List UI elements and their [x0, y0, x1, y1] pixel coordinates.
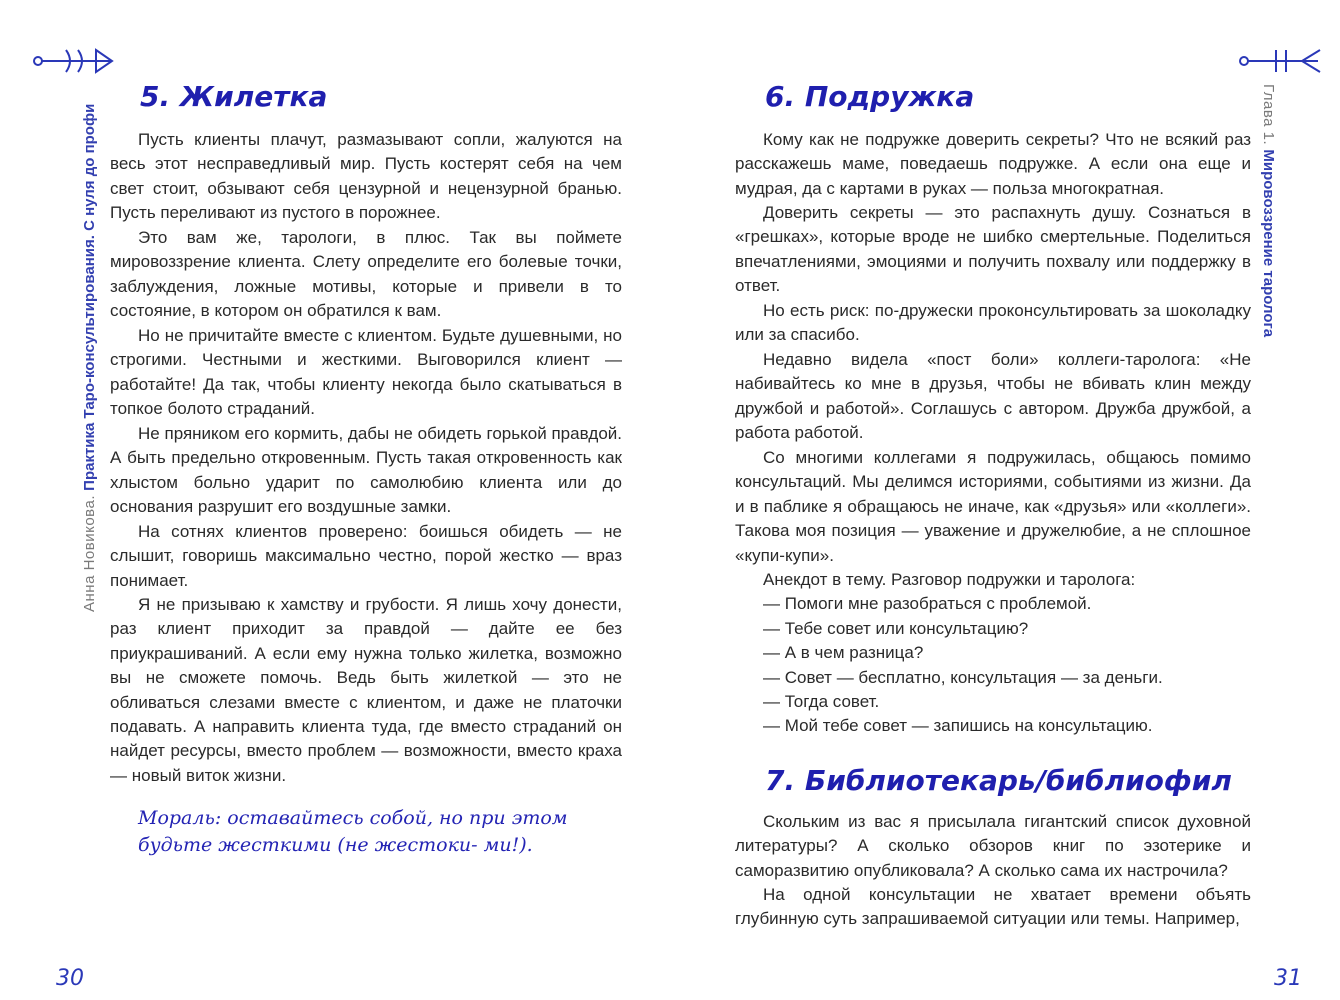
arrow-ornament-icon [32, 48, 118, 74]
dialogue-line: — Помоги мне разобраться с проблемой. [763, 594, 1092, 613]
paragraph: Я не призываю к хамству и грубости. Я лишь хочу донести, раз клиент приходит за правдой — дайте ее без приукрашиваний. А если ему нужна только жилетка, возможно вы не сможете помочь. Ведь быть жилеткой — это не обливаться слезами вместе с клиентом, и даже не платочки подавать. А направить клиента туда, где вместо страданий он найдет ресурсы, вместо проблем — возможности, вместо краха — новый виток жизни. [110, 595, 622, 785]
running-head-book-title: Практика Таро-консультирования. С нуля до профи [81, 103, 98, 491]
dialogue-line: — Совет — бесплатно, консультация — за деньги. [763, 668, 1163, 687]
running-head-left [81, 104, 98, 612]
section-title-7: 7. Библиотекарь/библиофил [765, 764, 1232, 797]
section-title-6: 6. Подружка [765, 80, 975, 113]
paragraph: Пусть клиенты плачут, размазывают сопли, жалуются на весь этот несправедливый мир. Пусть костерят себя на чем свет стоит, обзывают себя цензурной и нецензурной бранью. Пусть переливают из пустого в порожнее. [110, 130, 622, 223]
dialogue-line: — Мой тебе совет — запишись на консультацию. [763, 716, 1153, 735]
paragraph: Это вам же, тарологи, в плюс. Так вы поймете мировоззрение клиента. Слету определите его болевые точки, заблуждения, ложные мотивы, которые и привели в то состояние, в котором он обратился к вам. [110, 228, 622, 321]
arrow-ornament-icon [1238, 48, 1324, 74]
paragraph: Но есть риск: по-дружески проконсультировать за шоколадку или за спасибо. [735, 301, 1251, 345]
paragraph: На сотнях клиентов проверено: боишься обидеть — не слышит, говоришь максимально честно, порой жестко — враз понимает. [110, 522, 622, 590]
page-number-right: 31 [1274, 966, 1302, 991]
running-head-chapter-title: Мировоззрение таролога [1260, 149, 1277, 338]
right-page [670, 0, 1340, 1000]
moral-note: Мораль: оставайтесь собой, но при этом будьте жесткими (не жестоки- ми!). [138, 807, 568, 856]
paragraph: Не пряником его кормить, дабы не обидеть горькой правдой. А быть предельно откровенным. Пусть такая откровенность как хлыстом больно ударит по самолюбию клиента или до основания разрушит его воздушные замки. [110, 424, 622, 517]
paragraph: Со многими коллегами я подружилась, общаюсь помимо консультаций. Мы делимся историями, событиями из жизни. Да и в паблике я обращаюсь не иначе, как «друзья» или «коллеги». Такова моя позиция — уважение и дружелюбие, а не сплошное «купи-купи». [735, 448, 1251, 565]
page-number-left: 30 [56, 966, 84, 991]
paragraph: На одной консультации не хватает времени объять глубинную суть запрашиваемой ситуации или темы. Например, [735, 885, 1251, 929]
dialogue-line: — Тогда совет. [763, 692, 880, 711]
paragraph: Но не причитайте вместе с клиентом. Будьте душевными, но строгими. Честными и жесткими. Выговорился клиент — работайте! Да так, чтобы клиенту некогда было скатываться в топкое болото страданий. [110, 326, 622, 419]
paragraph: Доверить секреты — это распахнуть душу. Сознаться в «грешках», которые вроде не шибко смертельные. Поделиться впечатлениями, эмоциями и получить похвалу или поддержку в ответ. [735, 203, 1251, 296]
running-head-author: Анна Новикова. [81, 495, 98, 612]
paragraph: Недавно видела «пост боли» коллеги-таролога: «Не набивайтесь ко мне в друзья, чтобы не вбивать клин между дружбой и работой». Соглашусь с автором. Дружба дружбой, а работа работой. [735, 350, 1251, 443]
paragraph: Скольким из вас я присылала гигантский список духовной литературы? А сколько обзоров книг по эзотерике и саморазвитию опубликовала? А сколько сама их настрочила? [735, 812, 1251, 880]
running-head-chapter: Глава 1. [1260, 84, 1277, 146]
dialogue-line: — А в чем разница? [763, 643, 924, 662]
section-title-5: 5. Жилетка [140, 80, 328, 113]
dialogue-line: — Тебе совет или консультацию? [763, 619, 1029, 638]
paragraph: Кому как не подружке доверить секреты? Что не всякий раз расскажешь маме, поведаешь подружке. А если она еще и мудрая, да с картами в руках — польза многократная. [735, 130, 1251, 198]
anecdote-intro: Анекдот в тему. Разговор подружки и таролога: [763, 570, 1136, 589]
running-head-right [1260, 84, 1277, 337]
